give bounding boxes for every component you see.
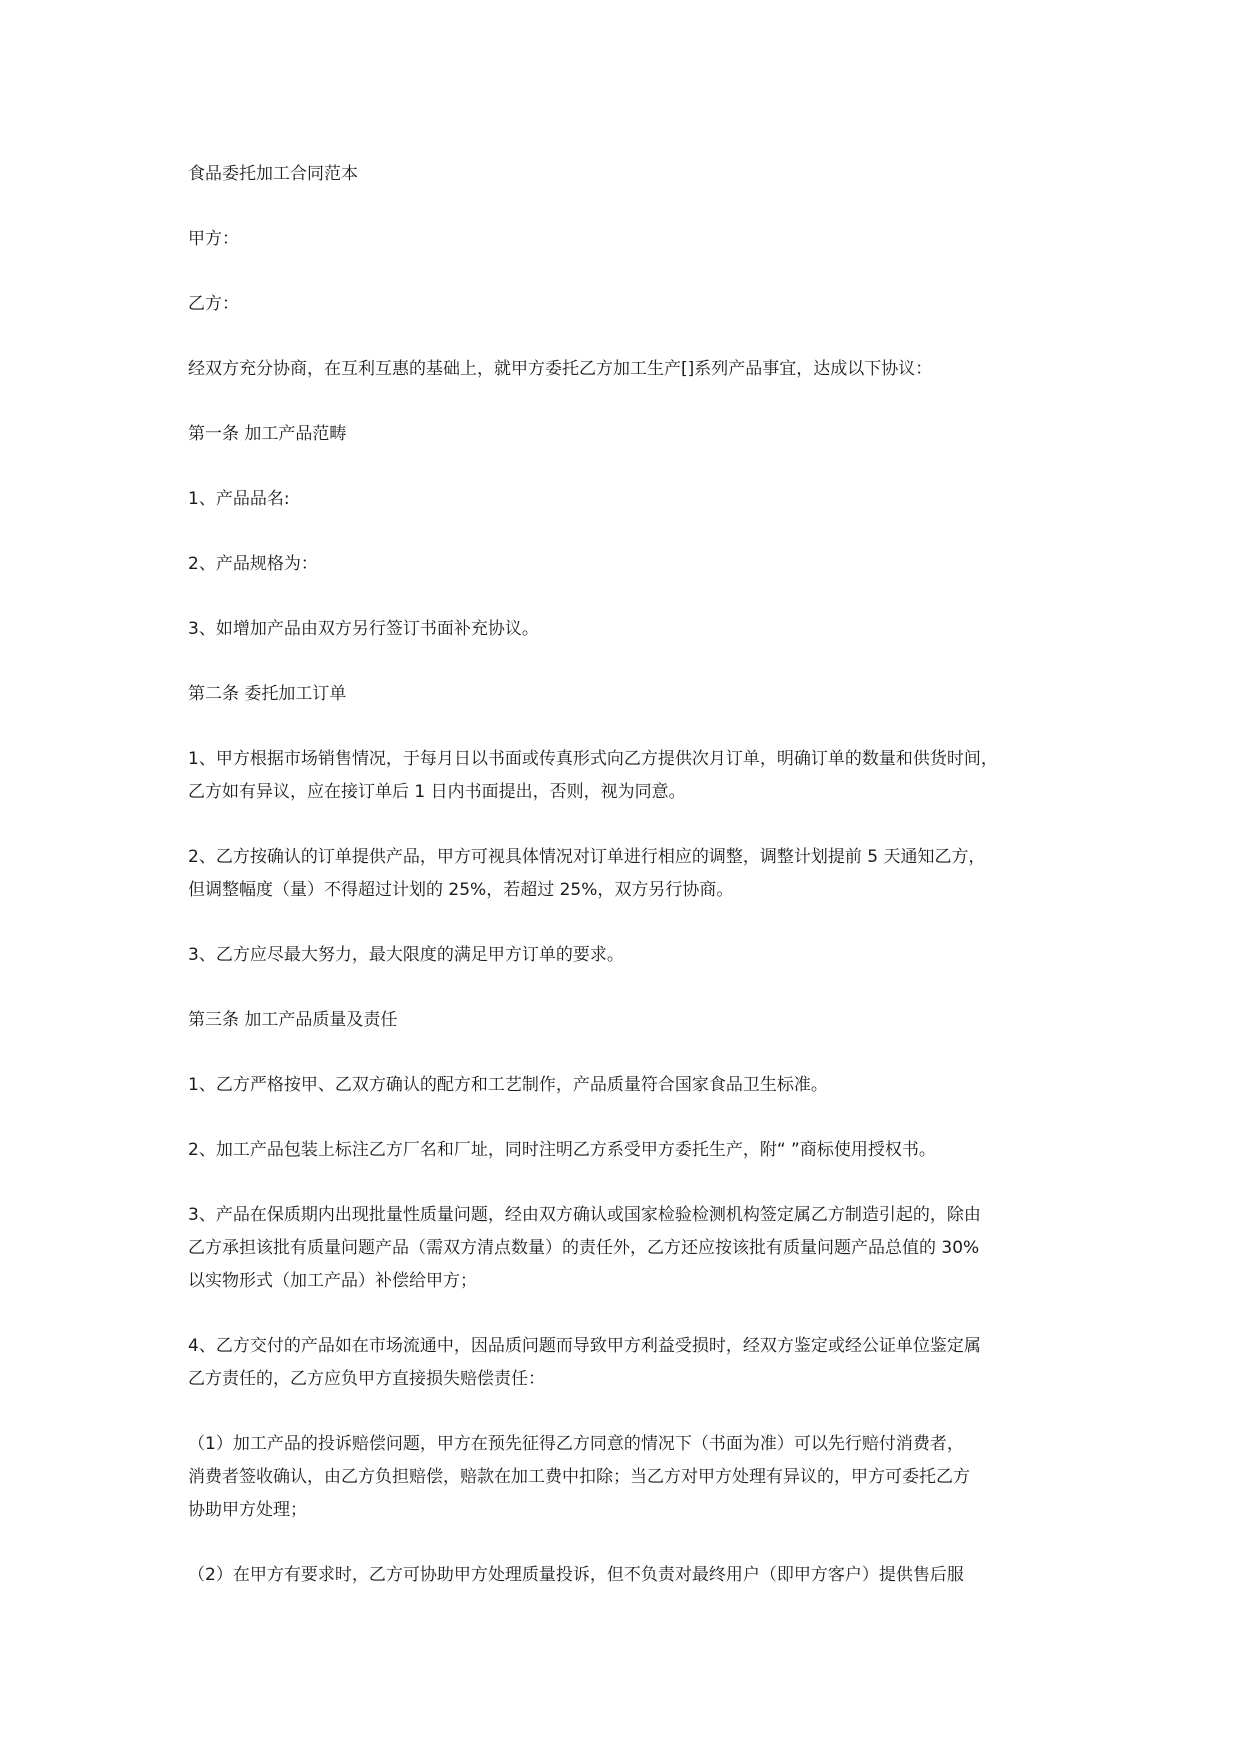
article1-item2: 2、产品规格为：: [188, 554, 318, 574]
document-body: [188, 158, 1058, 1624]
article3-item3: [188, 1199, 1058, 1298]
article2-item1: [188, 743, 1058, 809]
paragraph-line: 协助甲方处理；: [188, 1500, 307, 1520]
paragraph-line: 4、乙方交付的产品如在市场流通中，因品质问题而导致甲方利益受损时，经双方鉴定或经公证单位鉴定属: [188, 1336, 981, 1356]
paragraph-line: 乙方如有异议，应在接订单后 1 日内书面提出，否则，视为同意。: [188, 782, 686, 802]
article3-sub1: [188, 1428, 1058, 1527]
article1-heading: 第一条 加工产品范畴: [188, 424, 347, 444]
article2-item3: 3、乙方应尽最大努力，最大限度的满足甲方订单的要求。: [188, 945, 624, 965]
paragraph-line: 但调整幅度（量）不得超过计划的 25%，若超过 25%，双方另行协商。: [188, 880, 734, 900]
article3-sub2: [188, 1559, 1058, 1592]
paragraph-line: （1）加工产品的投诉赔偿问题，甲方在预先征得乙方同意的情况下（书面为准）可以先行赔付消费者，: [188, 1434, 964, 1454]
paragraph-line: 消费者签收确认，由乙方负担赔偿，赔款在加工费中扣除；当乙方对甲方处理有异议的，甲方可委托乙方: [188, 1467, 970, 1487]
article3-item2: 2、加工产品包装上标注乙方厂名和厂址，同时注明乙方系受甲方委托生产，附“ ”商标使用授权书。: [188, 1140, 936, 1160]
article3-item4: [188, 1330, 1058, 1396]
intro-paragraph: 经双方充分协商，在互利互惠的基础上，就甲方委托乙方加工生产[]系列产品事宜，达成以下协议：: [188, 359, 933, 379]
article2-item2: [188, 841, 1058, 907]
paragraph-line: 2、乙方按确认的订单提供产品，甲方可视具体情况对订单进行相应的调整，调整计划提前 5 天通知乙方，: [188, 847, 986, 867]
party-b-label: 乙方：: [188, 294, 239, 314]
article3-item1: 1、乙方严格按甲、乙双方确认的配方和工艺制作，产品质量符合国家食品卫生标准。: [188, 1075, 828, 1095]
document-title: 食品委托加工合同范本: [188, 164, 358, 184]
party-a-label: 甲方：: [188, 229, 239, 249]
article1-item3: 3、如增加产品由双方另行签订书面补充协议。: [188, 619, 539, 639]
paragraph-line: 乙方责任的，乙方应负甲方直接损失赔偿责任：: [188, 1369, 545, 1389]
paragraph-line: 3、产品在保质期内出现批量性质量问题，经由双方确认或国家检验检测机构签定属乙方制造引起的，除由: [188, 1205, 981, 1225]
article2-heading: 第二条 委托加工订单: [188, 684, 347, 704]
paragraph-line: 以实物形式（加工产品）补偿给甲方；: [188, 1271, 477, 1291]
article1-item1: 1、产品品名:: [188, 489, 290, 509]
paragraph-line: 乙方承担该批有质量问题产品（需双方清点数量）的责任外，乙方还应按该批有质量问题产品总值的 30%: [188, 1238, 980, 1258]
paragraph-line: 1、甲方根据市场销售情况，于每月日以书面或传真形式向乙方提供次月订单，明确订单的数量和供货时间，: [188, 749, 998, 769]
article3-heading: 第三条 加工产品质量及责任: [188, 1010, 398, 1030]
paragraph-line: （2）在甲方有要求时，乙方可协助甲方处理质量投诉，但不负责对最终用户（即甲方客户）提供售后服: [188, 1565, 964, 1585]
